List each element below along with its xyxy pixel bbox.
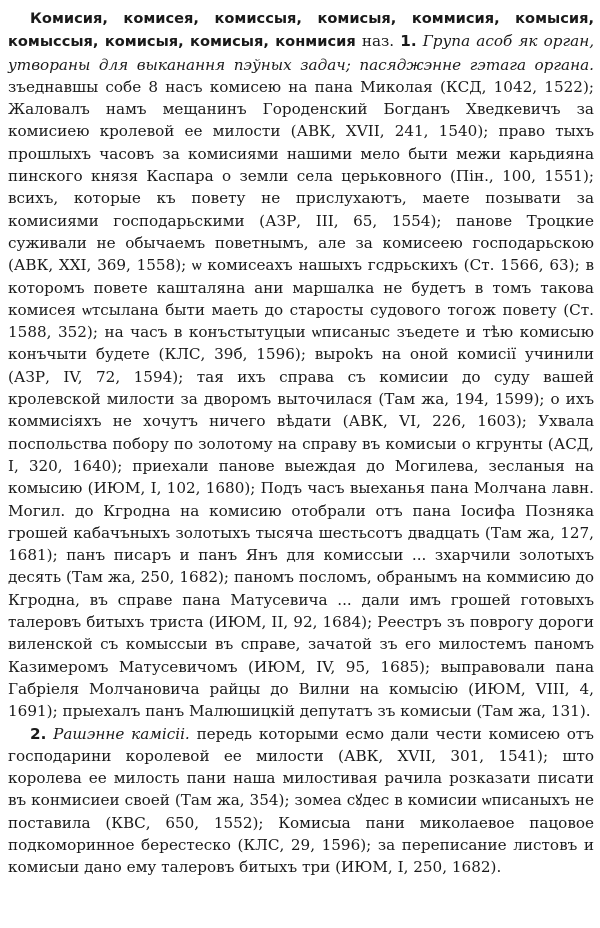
sense-2-number: 2. <box>30 724 47 743</box>
grammar-label: наз. <box>361 32 395 51</box>
sense-1-citations: зъеднавшы собе 8 насъ комисею на пана Миколая (КСД, 1042, 1522); Жаловалъ намъ мещанинъ Городенский Богданъ Хведкевичъ за комисиею кролевой ее милости (АВК, XVII, 241, 1540); право тыхъ прошлыхъ часовъ за комисиями нашими мело быти межи карьдияна пинского князя Каспара о земли села церьковного (Пін., 100, 1551); всихъ, которые къ повету не прислухаютъ, маете позывати за комисиями господарьскими (АЗР, III, 65, 1554); панове Троцкие суживали не обычаемъ поветнымъ, але за комисеею господарьскою (АВК, XXI, 369, 1558); ѡ комисеахъ нашыхъ гсдрьскихъ (Ст. 1566, 63); в которомъ повете кашталяна ани маршалка не будетъ в томъ такова комисея ѡтсылана быти маеть до старосты судового тогож повету (Ст. 1588, 352); на часъ в конъстытуцыи ѡписаныс зъедете и тѣю комисыю конъчыти будете (КЛС, 39б, 1596); выроkъ на оной комисії учинили (АЗР, IV, 72, 1594); тая ихъ справа съ комисии до суду вашей кролевской милости за дворомъ выточилася (Там жа, 194, 1599); о ихъ коммисіяхъ не хочутъ ничего вѣдати (АВК, VI, 226, 1603); Ухвала поспольства побору по золотому на справу въ комисыи о кгрунты (АСД, I, 320, 1640); приехали панове выеждая до Могилева, зесланыя на комысию (ИЮМ, I, 102, 1680); Подъ часъ выеханья пана Молчана лавн. Могил. до Кгродна на комисию отобрали отъ пана Іосифа Позняка грошей кабачъныхъ золотыхъ тысяча шестьсотъ двадцать (Там жа, 127, 1681); панъ писаръ и панъ Янъ для комиссыи ... зхарчили золотыхъ десять (Там жа, 250, 1682); паномъ посломъ, обранымъ на коммисию до Кгродна, въ справе пана Матусевича ... дали имъ грошей готовыхъ талеровъ битыхъ триста (ИЮМ, II, 92, 1684); Реестръ зъ поврогу дороги виленской съ комыссыи въ справе, зачатой зъ его милостемъ паномъ Казимеромъ Матусевичомъ (ИЮМ, IV, 95, 1685); выправовали пана Габріеля Молчановича райцы до Вилни на комысію (ИЮМ, VIII, 4, 1691); прыехалъ панъ Малюшицкій депутатъ зъ комисыи (Там жа, 131). <box>8 77 594 721</box>
sense-1-definition: Група асоб як орган, утвораны для выканання пэўных задач; пасяджэнне гэтага органа. <box>8 32 595 74</box>
entry-headword: Комисия, комисея, комиссыя, комисыя, коммисия, комысия, комыссыя, комисыя, комисыя, конмисия <box>8 10 594 51</box>
sense-2-citations: передь которыми есмо дали чести комисею отъ господарини королевой ее милости (АВК, XVII, 301, 1541); што королева ее милость пани наша милостивая рачила розказати писати въ конмисиеи своей (Там жа, 354); зомеа сꙋдес в комисии ѡписаныхъ не поставила (КВС, 650, 1552); Комисыа пани миколаевое пацовое подкоморинное берестеско (КЛС, 29, 1596); за переписание листовъ и комисыи дано ему талеровъ битыхъ три (ИЮМ, I, 250, 1682). <box>8 724 594 877</box>
entry-sense-1 <box>8 7 594 723</box>
entry-sense-2 <box>8 723 594 879</box>
sense-2-definition: Рашэнне камісіі. <box>53 724 190 743</box>
sense-1-number: 1. <box>400 32 417 51</box>
